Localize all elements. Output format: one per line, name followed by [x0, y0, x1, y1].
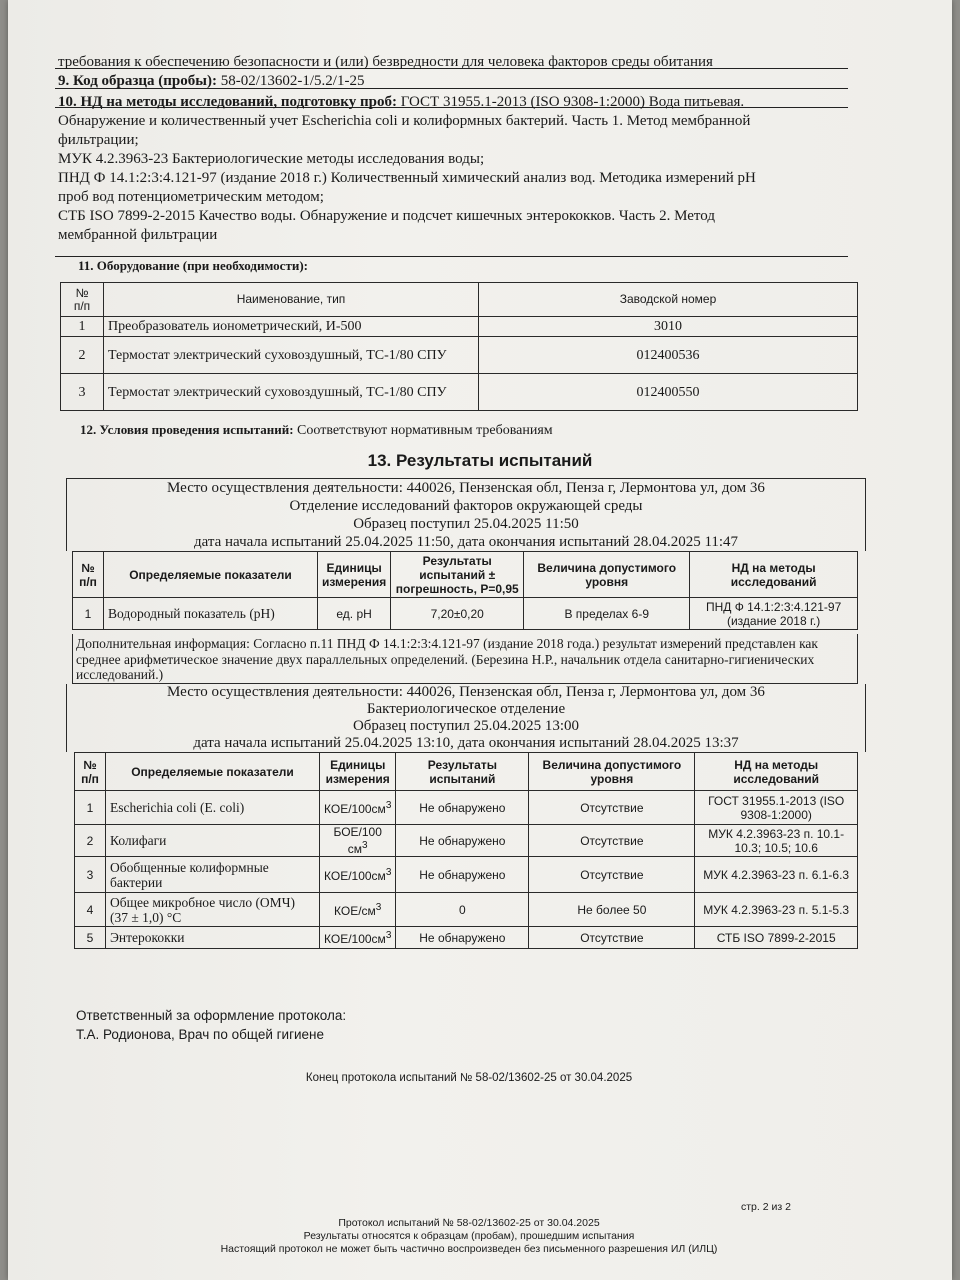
responsible-block — [76, 1006, 346, 1044]
table-cell: 0 — [396, 893, 529, 927]
requirements-line: требования к обеспечению безопасности и (или) безвредности для человека факторов среды обитания — [58, 54, 713, 70]
table-cell: СТБ ISO 7899-2-2015 — [695, 927, 858, 949]
header-cell: Единицы измерения — [318, 552, 391, 598]
header-cell: Результаты испытаний — [396, 753, 529, 791]
results-table-2 — [74, 752, 858, 949]
test-conditions — [80, 422, 553, 439]
equipment-label: 11. Оборудование (при необходимости): — [78, 258, 308, 273]
lab-info-line: Отделение исследований факторов окружающей среды — [289, 498, 643, 514]
header-cell: Наименование, тип — [104, 283, 479, 317]
lab-info-line: Бактериологическое отделение — [366, 701, 566, 717]
footer-line: Протокол испытаний № 58-02/13602-25 от 30.04.2025 — [338, 1217, 600, 1229]
responsible-name: Т.А. Родионова, Врач по общей гигиене — [76, 1027, 325, 1042]
sample-code-label: 9. Код образца (пробы): — [58, 73, 217, 89]
table-row — [75, 791, 858, 825]
unit-text: КОЕ/100см — [324, 802, 386, 816]
table-cell: Не обнаружено — [396, 791, 529, 825]
table-cell: МУК 4.2.3963-23 п. 5.1-5.3 — [695, 893, 858, 927]
table-cell: Отсутствие — [529, 791, 695, 825]
table-cell: 5 — [75, 927, 106, 949]
table-cell — [320, 825, 396, 857]
header-cell: Заводской номер — [479, 283, 858, 317]
methods-line: проб вод потенциометрическим методом; — [58, 189, 324, 205]
equipment-table — [60, 282, 858, 411]
lab-info-line: Образец поступил 25.04.2025 13:00 — [352, 718, 580, 734]
divider — [55, 256, 848, 257]
table-cell: Термостат электрический суховоздушный, ТС-1/80 СПУ — [104, 374, 479, 411]
results-header-row — [73, 552, 858, 598]
header-cell: НД на методы исследований — [690, 552, 858, 598]
footer — [0, 1217, 938, 1256]
results-header-row — [75, 753, 858, 791]
additional-info: Дополнительная информация: Согласно п.11 ПНД Ф 14.1:2:3:4.121-97 (издание 2018 года.) результат измерений представлен как среднее арифметическое значение двух параллельных определений. (Березина Н.Р., начальник отдела санитарно-гигиенических исследований.) — [72, 634, 858, 684]
header-cell: Определяемые показатели — [104, 552, 318, 598]
table-cell: ед. pH — [318, 598, 391, 630]
methods-line: МУК 4.2.3963-23 Бактериологические методы исследования воды; — [58, 151, 485, 167]
table-cell: Колифаги — [106, 825, 320, 857]
table-cell: Отсутствие — [529, 857, 695, 893]
page-number: стр. 2 из 2 — [741, 1201, 791, 1213]
unit-text: КОЕ/см — [334, 904, 376, 918]
table-cell — [320, 893, 396, 927]
table-cell: В пределах 6-9 — [524, 598, 690, 630]
table-row — [75, 857, 858, 893]
responsible-label: Ответственный за оформление протокола: — [76, 1008, 347, 1023]
unit-exponent: 3 — [385, 800, 392, 811]
methods-section — [58, 93, 848, 245]
methods-line: СТБ ISO 7899-2-2015 Качество воды. Обнаружение и подсчет кишечных энтерококков. Часть 2. Метод — [58, 208, 715, 224]
test-conditions-value: Соответствуют нормативным требованиям — [297, 423, 553, 438]
table-cell: Не обнаружено — [396, 857, 529, 893]
table-cell: 1 — [73, 598, 104, 630]
table-cell: 2 — [61, 337, 104, 374]
lab-info-line: дата начала испытаний 25.04.2025 13:10, дата окончания испытаний 28.04.2025 13:37 — [193, 735, 739, 751]
methods-line: Обнаружение и количественный учет Escherichia coli и колиформных бактерий. Часть 1. Метод мембранной — [58, 113, 751, 129]
table-cell: Водородный показатель (pH) — [104, 598, 318, 630]
table-cell — [320, 927, 396, 949]
table-row — [75, 893, 858, 927]
methods-line: ПНД Ф 14.1:2:3:4.121-97 (издание 2018 г.) Количественный химический анализ вод. Методика измерений pH — [58, 170, 756, 186]
sample-code — [58, 72, 364, 91]
table-cell: Обобщенные колиформные бактерии — [106, 857, 320, 893]
table-cell: 3010 — [479, 317, 858, 337]
table-cell: 7,20±0,20 — [391, 598, 524, 630]
table-cell: 012400550 — [479, 374, 858, 411]
table-cell: ПНД Ф 14.1:2:3:4.121-97 (издание 2018 г.) — [690, 598, 858, 630]
methods-line-1 — [58, 93, 848, 112]
table-cell: Преобразователь ионометрический, И-500 — [104, 317, 479, 337]
unit-text: БОЕ/100 см — [333, 825, 382, 856]
lab-info-line: Место осуществления деятельности: 440026, Пензенская обл, Пенза г, Лермонтова ул, дом 36 — [167, 684, 765, 700]
header-cell: Определяемые показатели — [106, 753, 320, 791]
table-cell: Не обнаружено — [396, 927, 529, 949]
table-cell: 1 — [61, 317, 104, 337]
header-cell: Единицы измерения — [320, 753, 396, 791]
lab-info-block-1 — [66, 478, 866, 551]
table-cell: 2 — [75, 825, 106, 857]
table-cell: 4 — [75, 893, 106, 927]
sample-code-value: 58-02/13602-1/5.2/1-25 — [220, 73, 365, 89]
results-title: 13. Результаты испытаний — [367, 451, 593, 470]
table-cell: Общее микробное число (ОМЧ) (37 ± 1,0) °С — [106, 893, 320, 927]
table-row — [73, 598, 858, 630]
header-cell: № п/п — [73, 552, 104, 598]
header-cell: Величина допустимого уровня — [524, 552, 690, 598]
table-row — [75, 825, 858, 857]
lab-info-line: Место осуществления деятельности: 440026, Пензенская обл, Пенза г, Лермонтова ул, дом 36 — [167, 480, 765, 496]
methods-label: 10. НД на методы исследований, подготовку проб: — [58, 94, 397, 110]
unit-exponent: 3 — [385, 867, 392, 878]
table-cell: 1 — [75, 791, 106, 825]
table-cell: Escherichia coli (E. coli) — [106, 791, 320, 825]
table-row — [75, 927, 858, 949]
header-cell: Результаты испытаний ± погрешность, Р=0,95 — [391, 552, 524, 598]
table-cell — [320, 857, 396, 893]
footer-line: Результаты относятся к образцам (пробам), прошедшим испытания — [303, 1230, 635, 1242]
methods-text: ГОСТ 31955.1-2013 (ISO 9308-1:2000) Вода питьевая. — [400, 94, 745, 110]
unit-exponent: 3 — [385, 930, 392, 941]
lab-info-line: дата начала испытаний 25.04.2025 11:50, дата окончания испытаний 28.04.2025 11:47 — [193, 534, 739, 550]
lab-info-block-2 — [66, 684, 866, 752]
footer-line: Настоящий протокол не может быть частично воспроизведен без письменного разрешения ИЛ (ИЛЦ) — [220, 1243, 718, 1255]
header-cell: № п/п — [61, 283, 104, 317]
header-cell: НД на методы исследований — [695, 753, 858, 791]
table-cell: МУК 4.2.3963-23 п. 6.1-6.3 — [695, 857, 858, 893]
table-row — [61, 337, 858, 374]
table-row — [61, 317, 858, 337]
table-cell: 3 — [75, 857, 106, 893]
table-cell: Не более 50 — [529, 893, 695, 927]
table-cell: ГОСТ 31955.1-2013 (ISO 9308-1:2000) — [695, 791, 858, 825]
unit-text: КОЕ/100см — [324, 932, 386, 946]
methods-line: фильтрации; — [58, 132, 139, 148]
equipment-header-row — [61, 283, 858, 317]
table-cell: Энтерококки — [106, 927, 320, 949]
table-row — [61, 374, 858, 411]
header-cell: № п/п — [75, 753, 106, 791]
unit-exponent: 3 — [362, 840, 368, 851]
unit-text: КОЕ/100см — [324, 869, 386, 883]
methods-line: мембранной фильтрации — [58, 227, 218, 243]
results-table-1 — [72, 551, 858, 630]
table-cell: Отсутствие — [529, 927, 695, 949]
header-cell: Величина допустимого уровня — [529, 753, 695, 791]
table-cell: Отсутствие — [529, 825, 695, 857]
table-cell: 012400536 — [479, 337, 858, 374]
table-cell: Не обнаружено — [396, 825, 529, 857]
test-conditions-label: 12. Условия проведения испытаний: — [80, 422, 294, 437]
table-cell: МУК 4.2.3963-23 п. 10.1-10.3; 10.5; 10.6 — [695, 825, 858, 857]
table-cell: 3 — [61, 374, 104, 411]
table-cell — [320, 791, 396, 825]
end-of-protocol: Конец протокола испытаний № 58-02/13602-25 от 30.04.2025 — [305, 1072, 633, 1084]
table-cell: Термостат электрический суховоздушный, ТС-1/80 СПУ — [104, 337, 479, 374]
lab-info-line: Образец поступил 25.04.2025 11:50 — [353, 516, 579, 532]
unit-exponent: 3 — [375, 902, 382, 913]
